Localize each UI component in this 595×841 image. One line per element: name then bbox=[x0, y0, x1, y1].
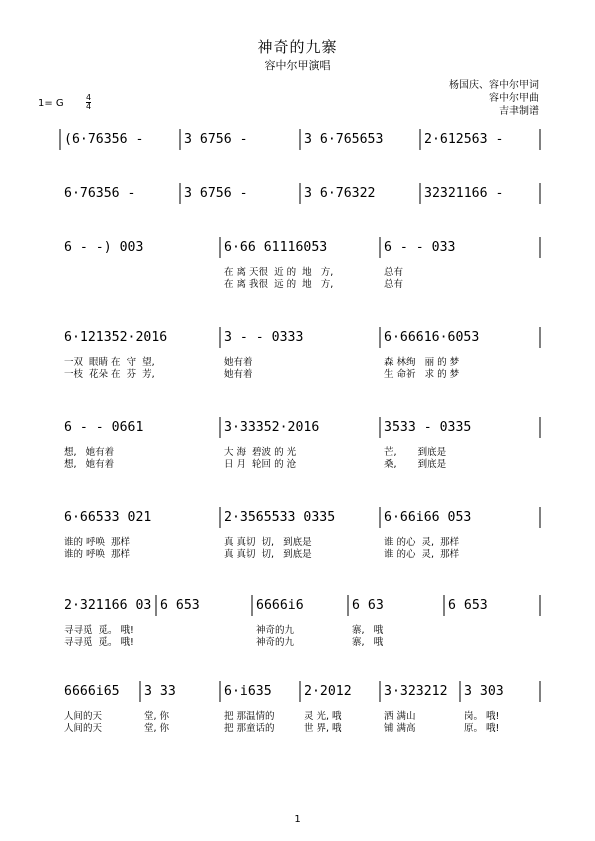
lyric-segment: 铺 满高 bbox=[384, 723, 416, 734]
measure-notes: 6666i6 bbox=[256, 598, 304, 613]
lyric-segment: 想, 她有着 bbox=[64, 447, 115, 458]
measure-notes: 2·2012 bbox=[304, 684, 352, 699]
note-line bbox=[60, 330, 540, 352]
lyric-segment: 想, 她有着 bbox=[64, 459, 115, 470]
lyric-line-verse-2 bbox=[60, 456, 540, 468]
lyric-line-verse-2 bbox=[60, 720, 540, 732]
measure-notes: 6 - -) 003 bbox=[64, 240, 144, 255]
measure-notes: 6666i65 bbox=[64, 684, 120, 699]
lyric-segment: 人间的天 bbox=[64, 711, 103, 722]
lyric-segment: 把 那童话的 bbox=[224, 723, 275, 734]
measure-notes: 3 - - 0333 bbox=[224, 330, 304, 345]
lyric-segment: 人间的天 bbox=[64, 723, 103, 734]
lyric-segment: 一枝 花朵 在 芬 芳, bbox=[64, 369, 155, 380]
measure-notes: 6·66 61116053 bbox=[224, 240, 328, 255]
lyric-line-verse-2 bbox=[60, 366, 540, 378]
lyric-segment: 总有 bbox=[384, 267, 404, 278]
lyric-segment: 寨, 哦 bbox=[352, 637, 384, 648]
lyric-segment: 灵 光, 哦 bbox=[304, 711, 342, 722]
score-row bbox=[60, 510, 540, 580]
meter-top: 4 bbox=[86, 93, 92, 102]
page-number: 1 bbox=[294, 814, 301, 825]
lyric-segment: 神奇的九 bbox=[256, 637, 295, 648]
lyric-line-verse-1 bbox=[60, 264, 540, 276]
lyric-line-verse-1 bbox=[60, 354, 540, 366]
lyric-segment: 生 命祈 求 的 梦 bbox=[384, 369, 460, 380]
lyric-segment: 原。 哦! bbox=[464, 723, 500, 734]
measure-notes: 2·3565533 0335 bbox=[224, 510, 336, 525]
lyric-line-verse-2 bbox=[60, 276, 540, 288]
measure-notes: 3 6756 - bbox=[184, 132, 248, 147]
note-line bbox=[60, 420, 540, 442]
measure-notes: 3 33 bbox=[144, 684, 176, 699]
performer-line: 容中尔甲演唱 bbox=[264, 59, 331, 72]
measure-notes: 6·121352·2016 bbox=[64, 330, 168, 345]
lyric-segment: 把 那温情的 bbox=[224, 711, 275, 722]
lyric-segment: 芒, 到底是 bbox=[384, 447, 447, 458]
lyric-segment: 总有 bbox=[384, 279, 404, 290]
lyric-line-verse-1 bbox=[60, 708, 540, 720]
arranger-credit: 吉聿制谱 bbox=[499, 106, 539, 117]
lyric-segment: 谁 的心 灵, 那样 bbox=[384, 549, 460, 560]
lyric-segment: 日 月 轮回 的 沧 bbox=[224, 459, 297, 470]
score-row bbox=[60, 684, 540, 754]
note-line bbox=[60, 240, 540, 262]
measure-notes: 2·612563 - bbox=[424, 132, 504, 147]
measure-notes: 6 - - 0661 bbox=[64, 420, 144, 435]
score-row bbox=[60, 330, 540, 400]
measure-notes: 6·66i66 053 bbox=[384, 510, 472, 525]
lyric-segment: 真 真切 切, 到底是 bbox=[224, 537, 312, 548]
lyric-segment: 神奇的九 bbox=[256, 625, 295, 636]
lyric-line-verse-1 bbox=[60, 444, 540, 456]
lyric-segment: 堂, 你 bbox=[144, 723, 170, 734]
lyric-segment: 一双 眼睛 在 守 望, bbox=[64, 357, 155, 368]
measure-notes: 32321166 - bbox=[424, 186, 504, 201]
score-row bbox=[60, 420, 540, 490]
note-line bbox=[60, 598, 540, 620]
measure-notes: (6·76356 - bbox=[64, 132, 144, 147]
lyric-line-verse-2 bbox=[60, 546, 540, 558]
measure-notes: 6 653 bbox=[448, 598, 488, 613]
note-line bbox=[60, 510, 540, 532]
lyric-segment: 岗。 哦! bbox=[464, 711, 500, 722]
lyric-segment: 真 真切 切, 到底是 bbox=[224, 549, 312, 560]
lyric-segment: 堂, 你 bbox=[144, 711, 170, 722]
note-line bbox=[60, 132, 540, 154]
measure-notes: 3 303 bbox=[464, 684, 504, 699]
measure-notes: 2·321166 03 bbox=[64, 598, 152, 613]
note-line bbox=[60, 684, 540, 706]
measure-notes: 6·i635 bbox=[224, 684, 272, 699]
lyric-segment: 桑, 到底是 bbox=[384, 459, 447, 470]
lyric-segment: 谁 的心 灵, 那样 bbox=[384, 537, 460, 548]
lyric-segment: 寻寻觅 觅。 哦! bbox=[64, 625, 134, 636]
score-row bbox=[60, 598, 540, 668]
lyricist-credit: 杨国庆、容中尔甲词 bbox=[449, 80, 539, 91]
lyric-segment: 谁的 呼唤 那样 bbox=[64, 549, 131, 560]
lyric-line-verse-1 bbox=[60, 622, 540, 634]
composer-credit: 容中尔甲曲 bbox=[489, 93, 539, 104]
lyric-segment: 世 界, 哦 bbox=[304, 723, 342, 734]
lyric-segment: 在 离 天很 近 的 地 方, bbox=[224, 267, 334, 278]
measure-notes: 6 63 bbox=[352, 598, 384, 613]
measure-notes: 6 - - 033 bbox=[384, 240, 456, 255]
measure-notes: 6·66616·6053 bbox=[384, 330, 480, 345]
measure-notes: 6 653 bbox=[160, 598, 200, 613]
time-signature bbox=[86, 94, 91, 111]
measure-notes: 6·66533 021 bbox=[64, 510, 152, 525]
lyric-segment: 她有着 bbox=[224, 369, 253, 380]
measure-notes: 3533 - 0335 bbox=[384, 420, 472, 435]
lyric-segment: 在 离 我很 远 的 地 方, bbox=[224, 279, 334, 290]
measure-notes: 3 6756 - bbox=[184, 186, 248, 201]
meter-bottom: 4 bbox=[86, 102, 92, 111]
song-title: 神奇的九寨 bbox=[257, 38, 338, 56]
measure-notes: 3 6·76322 bbox=[304, 186, 376, 201]
score-row bbox=[60, 240, 540, 310]
measure-notes: 6·76356 - bbox=[64, 186, 136, 201]
lyric-line-verse-2 bbox=[60, 634, 540, 646]
note-line bbox=[60, 186, 540, 208]
lyric-segment: 她有着 bbox=[224, 357, 253, 368]
lyric-segment: 森 林绚 丽 的 梦 bbox=[384, 357, 460, 368]
lyric-segment: 洒 满山 bbox=[384, 711, 416, 722]
lyric-segment: 寻寻觅 觅。 哦! bbox=[64, 637, 134, 648]
lyric-segment: 寨, 哦 bbox=[352, 625, 384, 636]
lyric-segment: 谁的 呼唤 那样 bbox=[64, 537, 131, 548]
measure-notes: 3·323212 bbox=[384, 684, 448, 699]
measure-notes: 3 6·765653 bbox=[304, 132, 384, 147]
lyric-segment: 大 海 碧波 的 光 bbox=[224, 447, 297, 458]
lyric-line-verse-1 bbox=[60, 534, 540, 546]
measure-notes: 3·33352·2016 bbox=[224, 420, 320, 435]
key-signature: 1= G bbox=[38, 98, 64, 109]
